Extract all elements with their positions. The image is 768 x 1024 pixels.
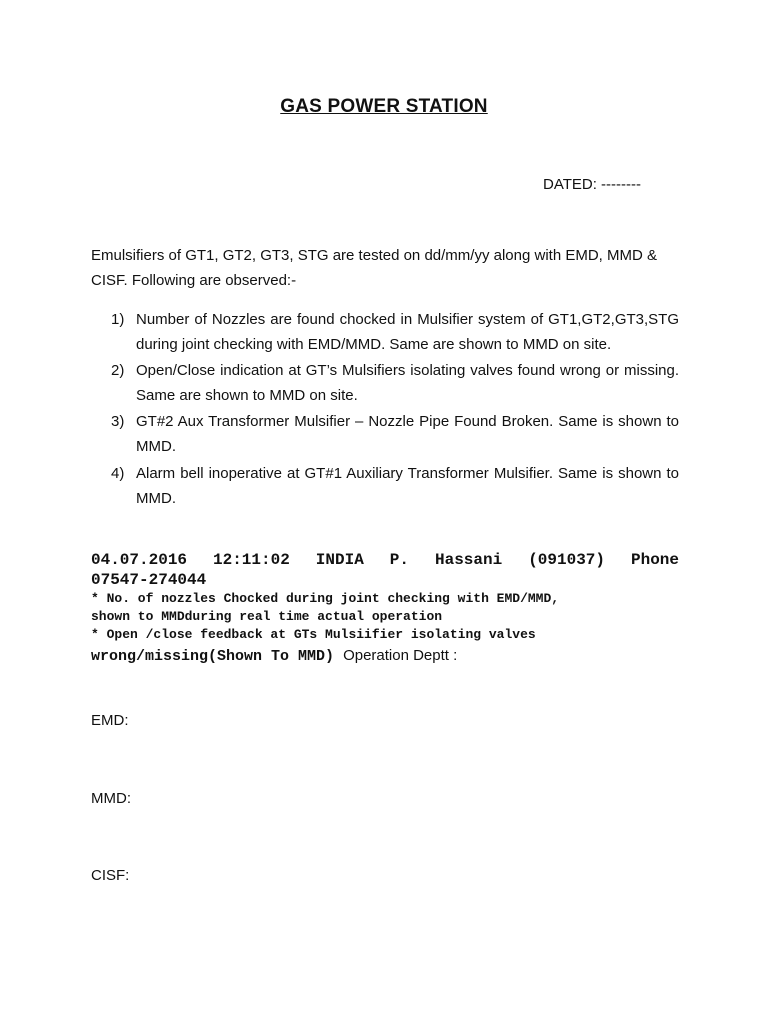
observation-text: Open/Close indication at GT’s Mulsifiers isolating valves found wrong or missing. Same are shown to MMD on site. — [136, 362, 679, 404]
signature-mmd: MMD: — [91, 790, 131, 807]
observation-item — [91, 461, 679, 511]
signature-cisf: CISF: — [91, 867, 130, 884]
stamp-note-line: shown to MMDduring real time actual operation — [91, 609, 443, 624]
stamp-time: 12:11:02 — [213, 551, 290, 569]
stamp-code: (091037) — [528, 551, 605, 569]
observation-number: 4) — [111, 465, 125, 482]
signature-emd: EMD: — [91, 712, 129, 729]
stamp-note-line: * No. of nozzles Chocked during joint checking with EMD/MMD, — [91, 591, 560, 606]
stamp-name: Hassani — [434, 551, 503, 569]
stamp-phone: 07547-274044 — [91, 571, 207, 589]
observation-item — [91, 409, 679, 459]
observation-number: 1) — [111, 311, 125, 328]
observation-text: Number of Nozzles are found chocked in Mulsifier system of GT1,GT2,GT3,STG during joint checking with EMD/MMD. Same are shown to MMD on site. — [136, 311, 679, 353]
document-title: GAS POWER STATION — [280, 96, 488, 117]
stamp-region: INDIA — [315, 551, 364, 569]
observation-text: Alarm bell inoperative at GT#1 Auxiliary Transformer Mulsifier. Same is shown to MMD. — [136, 465, 679, 507]
operation-dept-label: Operation Deptt : — [343, 647, 458, 664]
intro-paragraph: Emulsifiers of GT1, GT2, GT3, STG are tested on dd/mm/yy along with EMD, MMD & CISF. Following are observed:- — [91, 247, 657, 289]
dated-line: DATED: -------- — [543, 176, 642, 193]
timestamp-annotation — [91, 550, 679, 669]
stamp-phone-label: Phone — [630, 551, 679, 569]
observation-item — [91, 358, 679, 408]
stamp-note-line: * Open /close feedback at GTs Mulsiifier isolating valves — [91, 627, 536, 642]
stamp-last-line — [91, 644, 679, 669]
observation-item — [91, 307, 679, 357]
stamp-initial: P. — [389, 551, 409, 569]
observation-number: 3) — [111, 413, 125, 430]
stamp-date: 04.07.2016 — [91, 551, 188, 569]
observation-text: GT#2 Aux Transformer Mulsifier – Nozzle Pipe Found Broken. Same is shown to MMD. — [136, 413, 679, 455]
observation-number: 2) — [111, 362, 125, 379]
stamp-header-line — [91, 550, 679, 570]
observations-list — [91, 307, 679, 512]
stamp-note-line: wrong/missing(Shown To MMD) — [91, 648, 335, 665]
